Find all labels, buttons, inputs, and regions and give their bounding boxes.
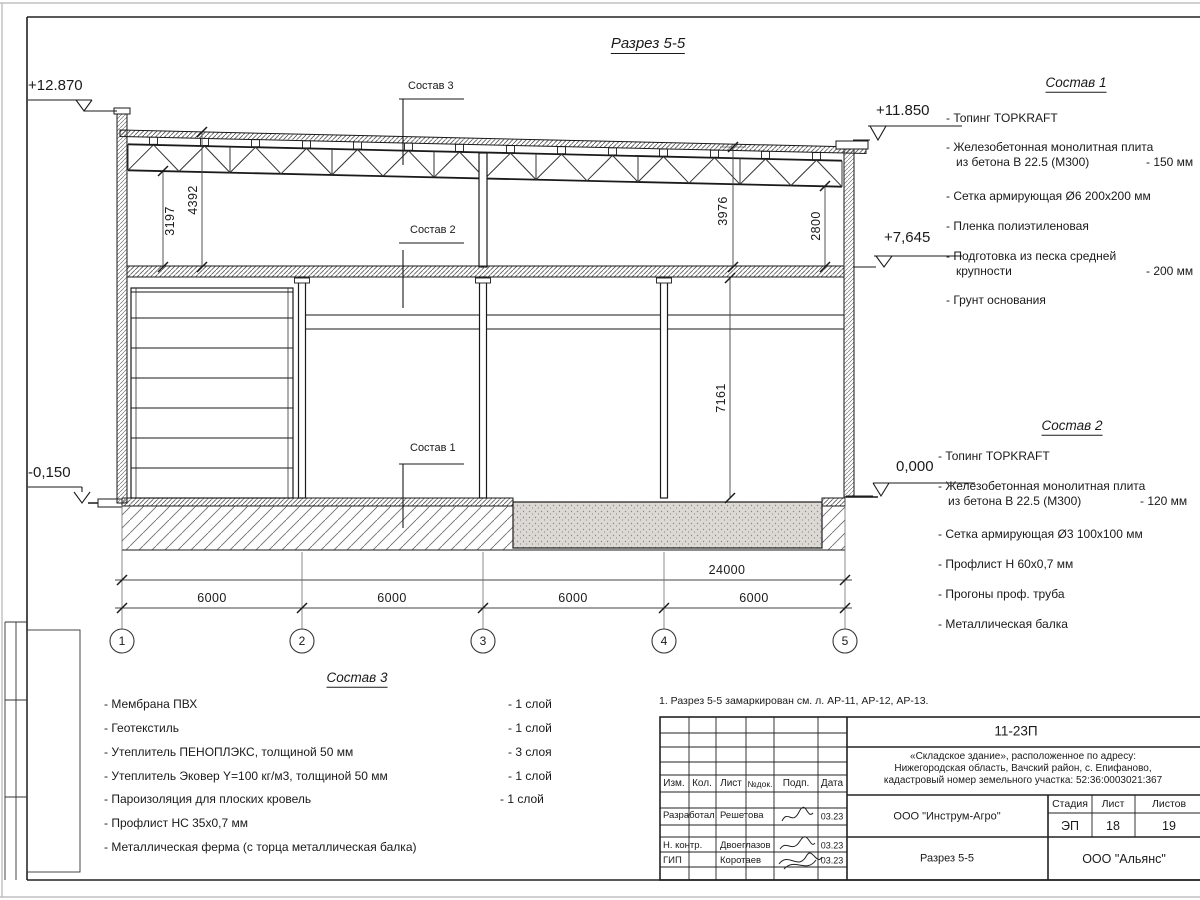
upper-column-axis3 xyxy=(479,153,487,267)
leader-lines xyxy=(399,99,464,528)
axis-bubble-5: 5 xyxy=(841,634,849,648)
dim-3976: 3976 xyxy=(715,196,730,226)
foundation xyxy=(88,497,878,550)
slab-pit-block xyxy=(513,502,822,548)
comp2-title: Состав 2 xyxy=(1042,419,1103,436)
dim-2800: 2800 xyxy=(808,211,823,241)
axis-bubble-1: 1 xyxy=(118,634,126,648)
dim-3197: 3197 xyxy=(162,206,177,236)
axis-bubble-2: 2 xyxy=(298,634,306,648)
comp3-item-value: - 1 слой xyxy=(508,697,552,711)
elevation-7645: +7,645 xyxy=(884,229,931,246)
signatures xyxy=(779,807,822,869)
comp3-item-value: - 3 слоя xyxy=(508,745,552,759)
rack-shelving xyxy=(131,288,293,498)
comp1-item-value: - 150 мм xyxy=(1146,155,1194,169)
stamp-doc-number: 11-23П xyxy=(994,723,1038,739)
column-axis4 xyxy=(661,277,668,498)
stamp-name-2: Двоеглазов xyxy=(720,840,771,851)
stamp-sheet-value: 18 xyxy=(1106,818,1120,833)
comp1-title: Состав 1 xyxy=(1046,76,1107,93)
stamp-org: ООО "Инструм-Агро" xyxy=(893,810,1001,823)
stamp-date-2: 03.23 xyxy=(820,840,844,851)
comp2-item: - Железобетонная монолитная плита xyxy=(938,479,1146,493)
comp1-item: из бетона В 22.5 (М300) xyxy=(956,155,1090,169)
stamp-sheets-value: 19 xyxy=(1162,818,1176,833)
stamp-header-sheets: Листов xyxy=(1151,797,1187,810)
stamp-stage-value: ЭП xyxy=(1061,818,1079,833)
comp2-item: - Прогоны проф. труба xyxy=(938,587,1065,601)
stamp-header-stage: Стадия xyxy=(1052,797,1088,810)
mark-12870 xyxy=(28,100,117,111)
stamp-object-line2: Нижегородская область, Вачский район, с. Епифаново, xyxy=(894,763,1152,774)
leader-sostav3 xyxy=(399,99,464,165)
stamp-date-3: 03.23 xyxy=(820,855,844,866)
stamp-header-kol: Кол. xyxy=(692,778,712,789)
comp2-item: - Профлист Н 60х0,7 мм xyxy=(938,557,1074,571)
leader-label-sostav2: Состав 2 xyxy=(410,224,456,236)
stamp-object-line3: кадастровый номер земельного участка: 52:36:0003021:367 xyxy=(883,775,1163,786)
comp3-title: Состав 3 xyxy=(327,671,388,688)
comp1-item: - Сетка армирующая Ø6 200х200 мм xyxy=(946,189,1151,203)
comp1-item: крупности xyxy=(956,264,1012,278)
stamp-header-podp: Подп. xyxy=(782,778,810,789)
stamp-header-data: Дата xyxy=(820,778,844,789)
stamp-object-line1: «Складское здание», расположенное по адресу: xyxy=(910,751,1136,762)
dim-bay3: 6000 xyxy=(558,590,588,605)
signature-1 xyxy=(782,807,813,821)
comp3-item: - Профлист НС 35х0,7 мм xyxy=(104,816,248,830)
elevation-0000: 0,000 xyxy=(896,458,934,475)
stamp-role-1: Разработал xyxy=(663,810,715,821)
stamp-drawing-name: Разрез 5-5 xyxy=(919,852,975,865)
comp1-item: - Грунт основания xyxy=(946,293,1046,307)
comp3-item-value: - 1 слой xyxy=(500,792,544,806)
stamp-company: ООО "Альянс" xyxy=(1082,851,1166,866)
stamp-header-sheet: Лист xyxy=(1101,797,1125,810)
stamp-role-3: ГИП xyxy=(663,855,682,866)
comp1-item: - Железобетонная монолитная плита xyxy=(946,140,1154,154)
column-axis2 xyxy=(299,277,306,498)
mark-11850 xyxy=(853,126,962,140)
comp2-item-value: - 120 мм xyxy=(1140,494,1188,508)
dim-total: 24000 xyxy=(708,562,746,577)
comp1-item: - Подготовка из песка средней xyxy=(946,249,1117,263)
comp3-item: - Геотекстиль xyxy=(104,721,179,735)
sheet-note: 1. Разрез 5-5 замаркирован см. л. АР-11, АР-12, АР-13. xyxy=(659,695,929,707)
comp3-item: - Мембрана ПВХ xyxy=(104,697,198,711)
stamp-role-2: Н. контр. xyxy=(663,840,703,851)
elevation-minus0150: -0,150 xyxy=(28,464,71,481)
roof-buildup-band xyxy=(120,130,866,154)
dim-bay1: 6000 xyxy=(197,590,227,605)
comp3-item: - Утеплитель Эковер Y=100 кг/м3, толщиной 50 мм xyxy=(104,769,388,783)
column-axis3 xyxy=(480,277,487,498)
dim-bay2: 6000 xyxy=(377,590,407,605)
comp3-item: - Металлическая ферма (с торца металлическая балка) xyxy=(104,840,417,854)
mark-minus0150 xyxy=(28,487,90,503)
beam xyxy=(302,315,844,329)
right-wall xyxy=(844,147,854,497)
left-wall xyxy=(117,112,127,503)
stamp-name-1: Решетова xyxy=(720,810,764,821)
elevation-12870: +12.870 xyxy=(28,77,83,94)
stamp-header-izm: Изм. xyxy=(663,778,685,789)
comp2-item: из бетона В 22.5 (М300) xyxy=(948,494,1082,508)
comp2-item: - Металлическая балка xyxy=(938,617,1068,631)
leader-label-sostav1: Состав 1 xyxy=(410,442,456,454)
structure xyxy=(127,153,844,498)
comp2-item: - Сетка армирующая Ø3 100х100 мм xyxy=(938,527,1143,541)
right-eave-cap xyxy=(836,141,868,149)
comp3-item: - Пароизоляция для плоских кровель xyxy=(104,792,312,806)
comp2-item: - Топинг TOPKRAFT xyxy=(938,449,1050,463)
elevation-11850: +11.850 xyxy=(876,102,930,119)
comp3-item: - Утеплитель ПЕНОПЛЭКС, толщиной 50 мм xyxy=(104,745,354,759)
left-margin-stamp xyxy=(5,622,80,880)
dim-7161: 7161 xyxy=(713,383,728,413)
comp1-item: - Пленка полиэтиленовая xyxy=(946,219,1089,233)
axis-bubble-4: 4 xyxy=(660,634,668,648)
dim-4392: 4392 xyxy=(185,185,200,215)
leader-label-sostav3: Состав 3 xyxy=(408,80,454,92)
comp3-item-value: - 1 слой xyxy=(508,769,552,783)
mezzanine-slab xyxy=(127,266,844,277)
comp1-item-value: - 200 мм xyxy=(1146,264,1194,278)
stamp-date-1: 03.23 xyxy=(820,811,844,822)
axis-bubble-3: 3 xyxy=(479,634,487,648)
comp3-item-value: - 1 слой xyxy=(508,721,552,735)
stamp-header-ndok: №док. xyxy=(747,778,773,789)
dim-bay4: 6000 xyxy=(739,590,769,605)
stamp-name-3: Коротаев xyxy=(720,855,762,866)
section-title: Разрез 5-5 xyxy=(610,35,686,52)
stamp-header-list: Лист xyxy=(720,778,742,789)
comp1-item: - Топинг TOPKRAFT xyxy=(946,111,1058,125)
